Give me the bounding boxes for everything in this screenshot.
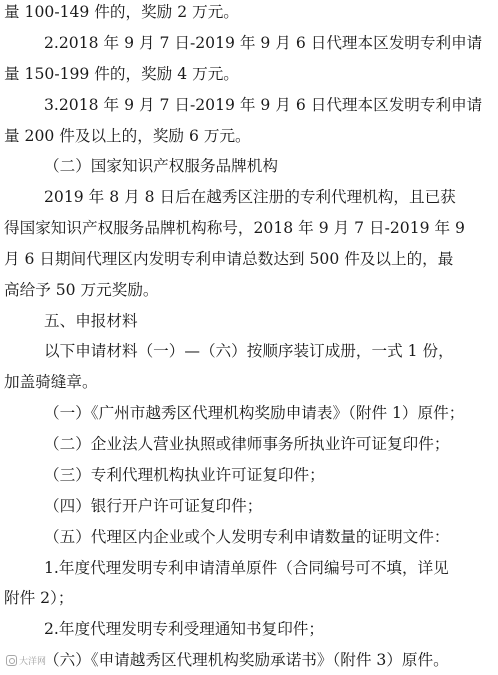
text-line-10: 高给予 50 万元奖励。 (4, 281, 159, 299)
text-line-13: 加盖骑缝章。 (4, 373, 98, 391)
text-line-4: 3.2018 年 9 月 7 日-2019 年 9 月 6 日代理本区发明专利申请 (44, 96, 483, 114)
text-line-19: 1.年度代理发明专利申请清单原件（合同编号可不填，详见 (44, 559, 449, 577)
text-line-21: 2.年度代理发明专利受理通知书复印件； (44, 620, 324, 638)
text-line-2: 2.2018 年 9 月 7 日-2019 年 9 月 6 日代理本区发明专利申请 (44, 34, 483, 52)
text-line-17: （四）银行开户许可证复印件； (44, 497, 263, 515)
section-heading-brand-agency: （二）国家知识产权服务品牌机构 (44, 157, 278, 175)
text-line-20: 附件 2）； (4, 589, 74, 607)
text-line-5: 量 200 件及以上的，奖励 6 万元。 (4, 127, 251, 145)
text-line-22: （六）《申请越秀区代理机构奖励承诺书》（附件 3）原件。 (44, 651, 449, 669)
watermark (6, 654, 46, 667)
text-line-12: 以下申请材料（一）—（六）按顺序装订成册，一式 1 份， (44, 342, 454, 360)
text-line-7: 2019 年 8 月 8 日后在越秀区注册的专利代理机构，且已获 (44, 188, 456, 206)
section-heading-materials: 五、申报材料 (44, 312, 138, 330)
text-line-1: 量 100-149 件的，奖励 2 万元。 (4, 3, 239, 21)
camera-icon (6, 655, 17, 666)
text-line-8: 得国家知识产权服务品牌机构称号，2018 年 9 月 7 日-2019 年 9 (4, 219, 465, 237)
text-line-3: 量 150-199 件的，奖励 4 万元。 (4, 65, 239, 83)
text-line-18: （五）代理区内企业或个人发明专利申请数量的证明文件： (44, 528, 450, 546)
text-line-9: 月 6 日期间代理区内发明专利申请总数达到 500 件及以上的，最 (4, 250, 454, 268)
text-line-16: （三）专利代理机构执业许可证复印件； (44, 466, 325, 484)
text-line-15: （二）企业法人营业执照或律师事务所执业许可证复印件； (44, 435, 450, 453)
text-line-14: （一）《广州市越秀区代理机构奖励申请表》（附件 1）原件； (44, 404, 465, 422)
watermark-text: 大洋网 (19, 657, 47, 667)
